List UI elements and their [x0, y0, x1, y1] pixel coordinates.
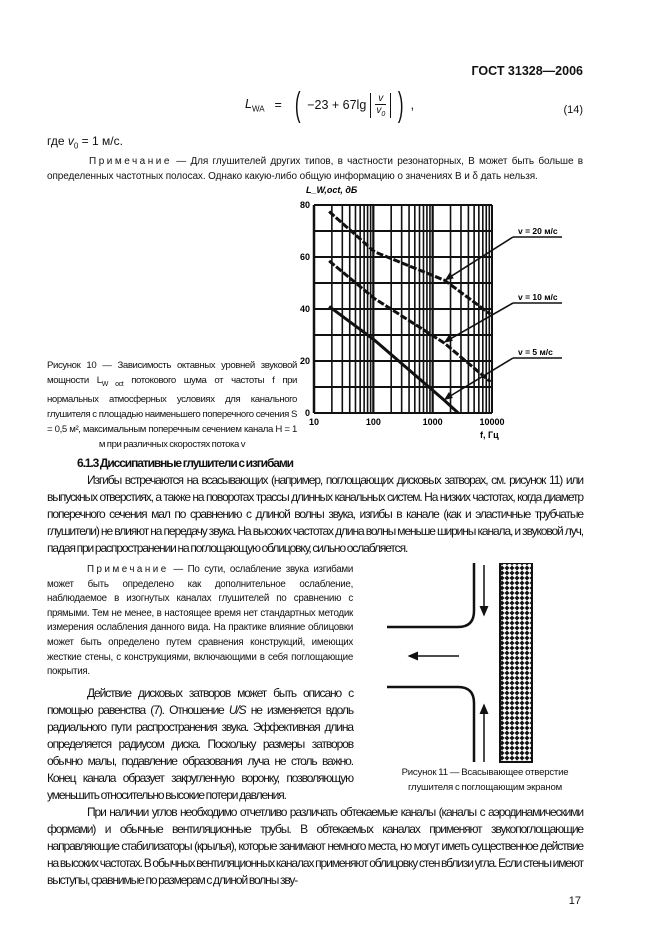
y-tick-label: 40: [299, 304, 310, 314]
x-axis-label: f, Гц: [480, 430, 499, 440]
y-axis-label: L_W,oct, дБ: [306, 185, 358, 195]
formula-close-paren: ): [398, 86, 404, 124]
paragraph-3: При наличии углов необходимо отчетливо различать обтекаемые каналы (каналы с аэродинамическими формами) и обычные вентиляционные трубы. В обтекаемых каналах применяют звукопоглощающие направляющие стабилизаторы (крылья), которые занимают немного места, но могут иметь существенное действие на высоких частотах. В обычных вентиляционных каналах применяют облицовку стен вблизи угла. Если стены имеют выступы, сравнимые по размерам с длиной волны зву-: [47, 804, 583, 887]
document-header: ГОСТ 31328—2006: [471, 64, 583, 78]
where-clause: где $v_0 = 1$ м/с.: [47, 134, 123, 151]
series-label: v = 20 м/с: [518, 226, 558, 236]
paragraph-1: Изгибы встречаются на всасывающих (например, поглощающих дисковых затворах, см. рисунок 11) или выпускных отверстиях, а также на поворотах трассы длинных канальных систем. На низких частотах, когда диаметр поперечного сечения мал по сравнению с длиной волны звука, изгибы в канале (как и эластичные трубчатые глушители) не влияют на передачу звука. На высоких частотах длина волны меньше ширины канала, и звуковой луч, падая при распространении на поглощающую облицовку, сильно ослабляется.: [47, 473, 583, 555]
leader-arrowhead: [445, 272, 454, 280]
figure-11-diagram: [387, 563, 583, 763]
note-2: Примечание — По сути, ослабление звука изгибами может быть определено как дополнительное ослабление, наблюдаемое в изогнутых каналах глушителей по сравнению с прямыми. Тем не менее, в настоящее время нет стандартных методик измерения ослабления данного вида. На практике влияние облицовки может быть определено путем сравнения конструкций, имеющих жесткие стены, с конструкциями, включающими в себя поглощающие покрытия.: [47, 564, 353, 678]
x-tick-label: 100: [365, 417, 381, 427]
y-tick-label: 20: [299, 356, 310, 366]
section-heading: 6.1.3 Диссипативные глушители с изгибами: [77, 456, 293, 470]
formula-fraction: [370, 93, 391, 118]
series-label: v = 5 м/с: [518, 347, 553, 357]
figure-11: [387, 563, 583, 801]
series-label: v = 10 м/с: [518, 292, 558, 302]
x-tick-label: 10: [308, 417, 320, 427]
series-line: [329, 306, 458, 413]
x-tick-label: 1000: [422, 417, 443, 427]
page-number: 17: [568, 895, 581, 907]
figure-11-caption: Рисунок 11 — Всасывающее отверстие глушителя с поглощающим экраном: [401, 767, 569, 793]
leader-arrowhead: [444, 392, 453, 400]
upper-duct-wall: [387, 563, 474, 627]
formula-eq: =: [274, 98, 282, 112]
figure-10-chart: [294, 180, 569, 452]
formula-const: −23 + 67lg: [307, 98, 367, 112]
y-tick-label: 80: [299, 200, 310, 210]
note-1: Примечание — Для глушителей других типов, в частности резонаторных, B может быть больше в определенных частотных полосах. Однако какую-либо общую информацию о значениях B и δ дать нельзя.: [47, 156, 583, 182]
y-tick-label: 60: [299, 252, 310, 262]
figure-10-caption: Рисунок 10 — Зависимость октавных уровней звуковой мощности $L_{W oct}$ потокового шума от частоты f при нормальных атмосферных условиях для канального глушителя с площадью наименьшего поперечного сечения S = 0,5 м², максимальным поперечным сечением канала H = 1 м при различных скоростях потока v: [47, 360, 298, 450]
y-tick-label: 0: [304, 408, 310, 418]
x-tick-label: 10000: [479, 417, 505, 427]
lower-duct-wall: [387, 687, 474, 762]
formula-lhs: [245, 97, 265, 114]
formula-denominator: $v_0$: [376, 104, 386, 118]
formula-lhs-symbol: L: [245, 96, 252, 111]
formula-14: [245, 88, 414, 122]
formula-numerator: v: [375, 93, 386, 105]
formula-lhs-subscript: WA: [251, 104, 265, 114]
paragraph-2: Действие дисковых затворов может быть описано с помощью равенства (7). Отношение U/S не изменяется вдоль радиального пути распространения звука. Эффективная длина определяется радиусом диска. Поскольку размеры затворов обычно малы, подавление образования луча не столь важно. Конец канала образует закругленную воронку, позволяющую уменьшить относительно высокие потери давления.: [47, 685, 353, 802]
section-6-1-3: [47, 455, 583, 889]
leader-line: [447, 358, 513, 398]
formula-tail: ,: [410, 98, 415, 112]
equation-number: (14): [563, 104, 583, 116]
absorbing-screen: [500, 563, 532, 762]
formula-open-paren: (: [294, 86, 301, 124]
